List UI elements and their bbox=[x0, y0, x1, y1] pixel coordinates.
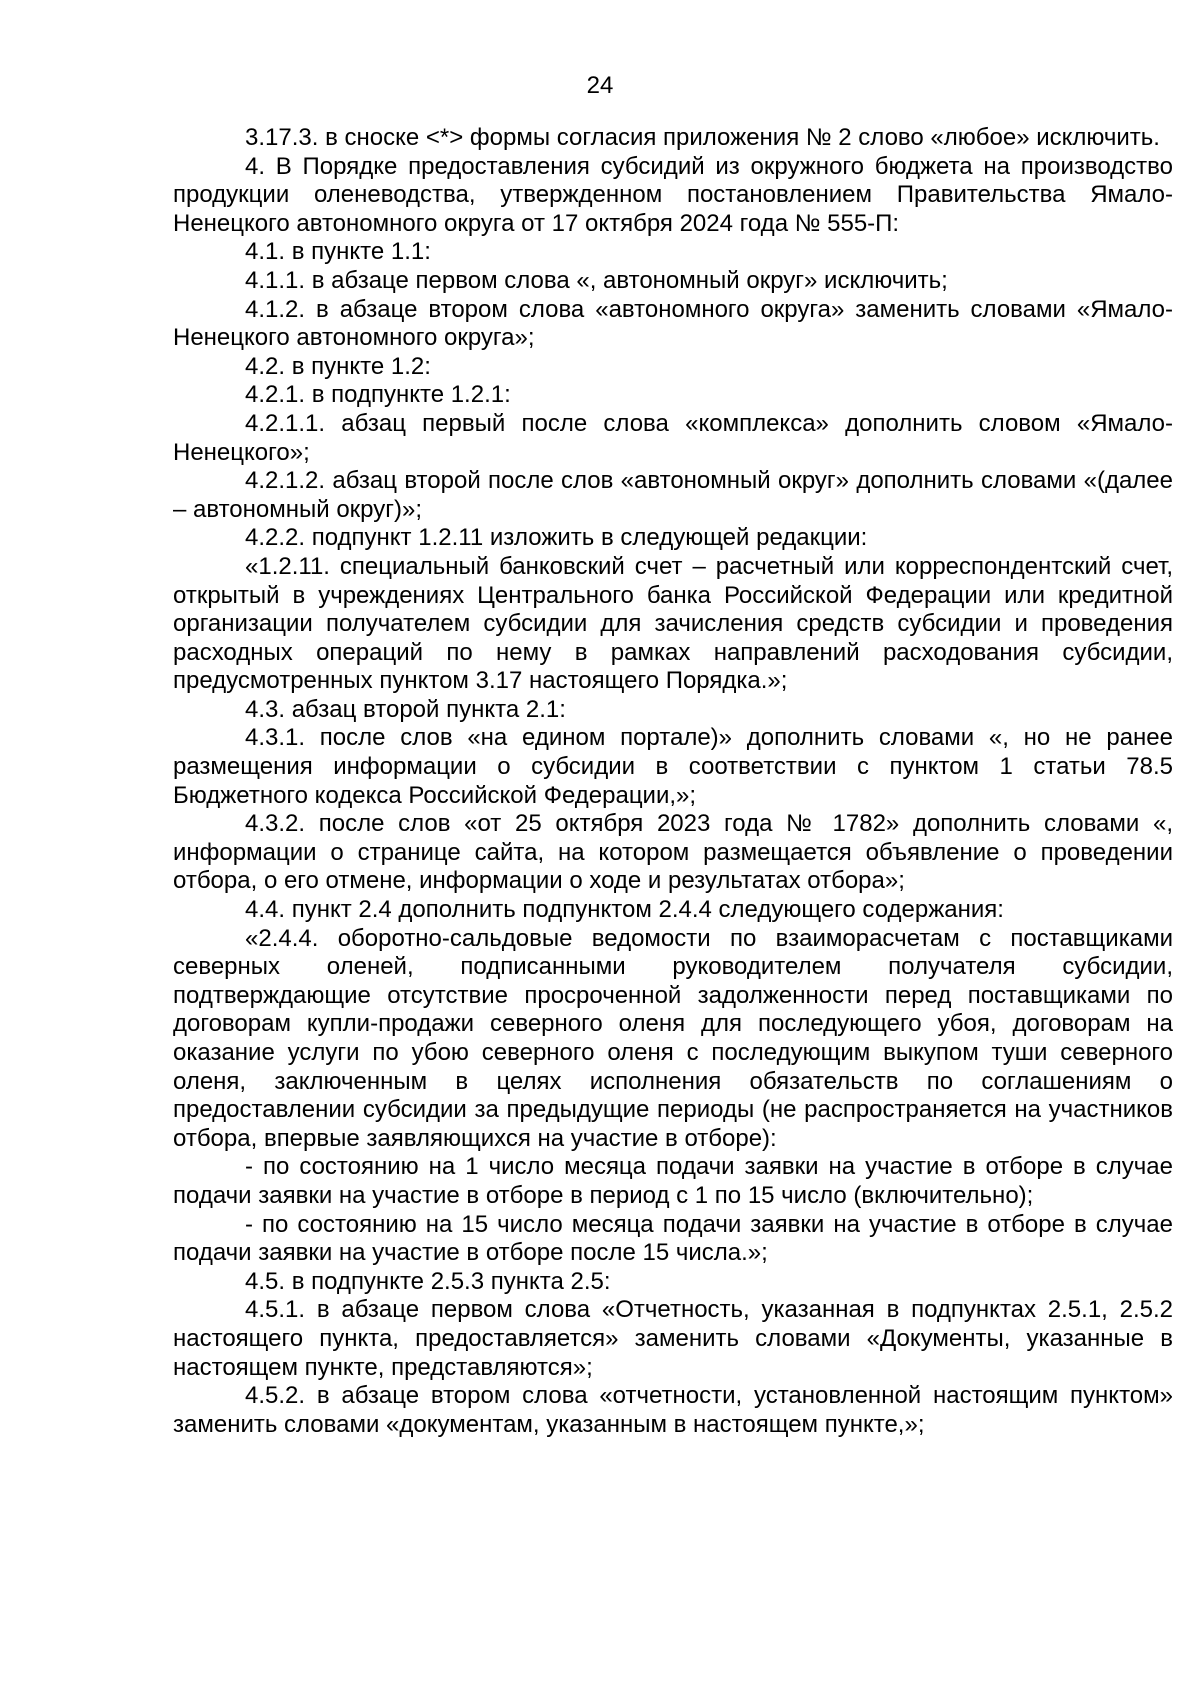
paragraph: 4.2.2. подпункт 1.2.11 изложить в следующей редакции: bbox=[245, 524, 868, 552]
paragraph: 4.2.1.1. абзац первый после слова «комплекса» дополнить словом «Ямало-Ненецкого»; bbox=[173, 409, 1173, 466]
paragraph: 3.17.3. в сноске <*> формы согласия приложения № 2 слово «любое» исключить. bbox=[245, 124, 1160, 151]
paragraph: 4.1.1. в абзаце первом слова «, автономный округ» исключить; bbox=[245, 266, 948, 294]
paragraph: «2.4.4. оборотно-сальдовые ведомости по взаиморасчетам с поставщиками северных оленей, подписанными руководителем получателя субсидии, подтверждающие отсутствие просроченной задолженности перед поставщиками по договорам купли-продажи северного оленя для последующего убоя, договорам на оказание услуги по убою северного оленя с последующим выкупом туши северного оленя, заключенным в целях исполнения обязательств по соглашениям о предоставлении субсидии за предыдущие периоды (не распространяется на участников отбора, впервые заявляющихся на участие в отборе): bbox=[173, 924, 1173, 1152]
paragraph: 4.1. в пункте 1.1: bbox=[245, 238, 431, 266]
paragraph: 4.3. абзац второй пункта 2.1: bbox=[245, 695, 566, 723]
paragraph: - по состоянию на 1 число месяца подачи заявки на участие в отборе в случае подачи заявки на участие в отборе в период с 1 по 15 число (включительно); bbox=[173, 1153, 1173, 1209]
paragraph: 4.5.2. в абзаце втором слова «отчетности, установленной настоящим пунктом» заменить словами «документам, указанным в настоящем пункте,»; bbox=[173, 1382, 1173, 1438]
page-number: 24 bbox=[586, 72, 614, 99]
paragraph: - по состоянию на 15 число месяца подачи заявки на участие в отборе в случае подачи заявки на участие в отборе после 15 числа.»; bbox=[173, 1210, 1173, 1267]
document-body bbox=[173, 124, 1173, 1439]
paragraph: «1.2.11. специальный банковский счет – расчетный или корреспондентский счет, открытый в учреждениях Центрального банка Российской Федерации или кредитной организации получателем субсидии для зачисления средств субсидии и проведения расходных операций по нему в рамках направлений расходования субсидии, предусмотренных пунктом 3.17 настоящего Порядка.»; bbox=[173, 552, 1173, 695]
paragraph: 4.4. пункт 2.4 дополнить подпунктом 2.4.4 следующего содержания: bbox=[245, 896, 1004, 924]
paragraph: 4.5.1. в абзаце первом слова «Отчетность, указанная в подпунктах 2.5.1, 2.5.2 настоящего пункта, предоставляется» заменить словами «Документы, указанные в настоящем пункте, представляются»; bbox=[173, 1296, 1173, 1381]
paragraph: 4. В Порядке предоставления субсидий из окружного бюджета на производство продукции оленеводства, утвержденном постановлением Правительства Ямало-Ненецкого автономного округа от 17 октября 2024 года № 555-П: bbox=[173, 152, 1173, 237]
paragraph: 4.5. в подпункте 2.5.3 пункта 2.5: bbox=[245, 1267, 611, 1295]
paragraph: 4.1.2. в абзаце втором слова «автономного округа» заменить словами «Ямало-Ненецкого автономного округа»; bbox=[173, 295, 1173, 352]
paragraph: 4.2.1. в подпункте 1.2.1: bbox=[245, 381, 511, 409]
paragraph: 4.3.1. после слов «на едином портале)» дополнить словами «, но не ранее размещения информации о субсидии в соответствии с пунктом 1 статьи 78.5 Бюджетного кодекса Российской Федерации,»; bbox=[173, 724, 1173, 809]
paragraph: 4.3.2. после слов «от 25 октября 2023 года № 1782» дополнить словами «, информации о странице сайта, на котором размещается объявление о проведении отбора, о его отмене, информации о ходе и результатах отбора»; bbox=[173, 810, 1173, 895]
paragraph: 4.2. в пункте 1.2: bbox=[245, 352, 431, 380]
paragraph: 4.2.1.2. абзац второй после слов «автономный округ» дополнить словами «(далее – автономный округ)»; bbox=[173, 467, 1173, 523]
